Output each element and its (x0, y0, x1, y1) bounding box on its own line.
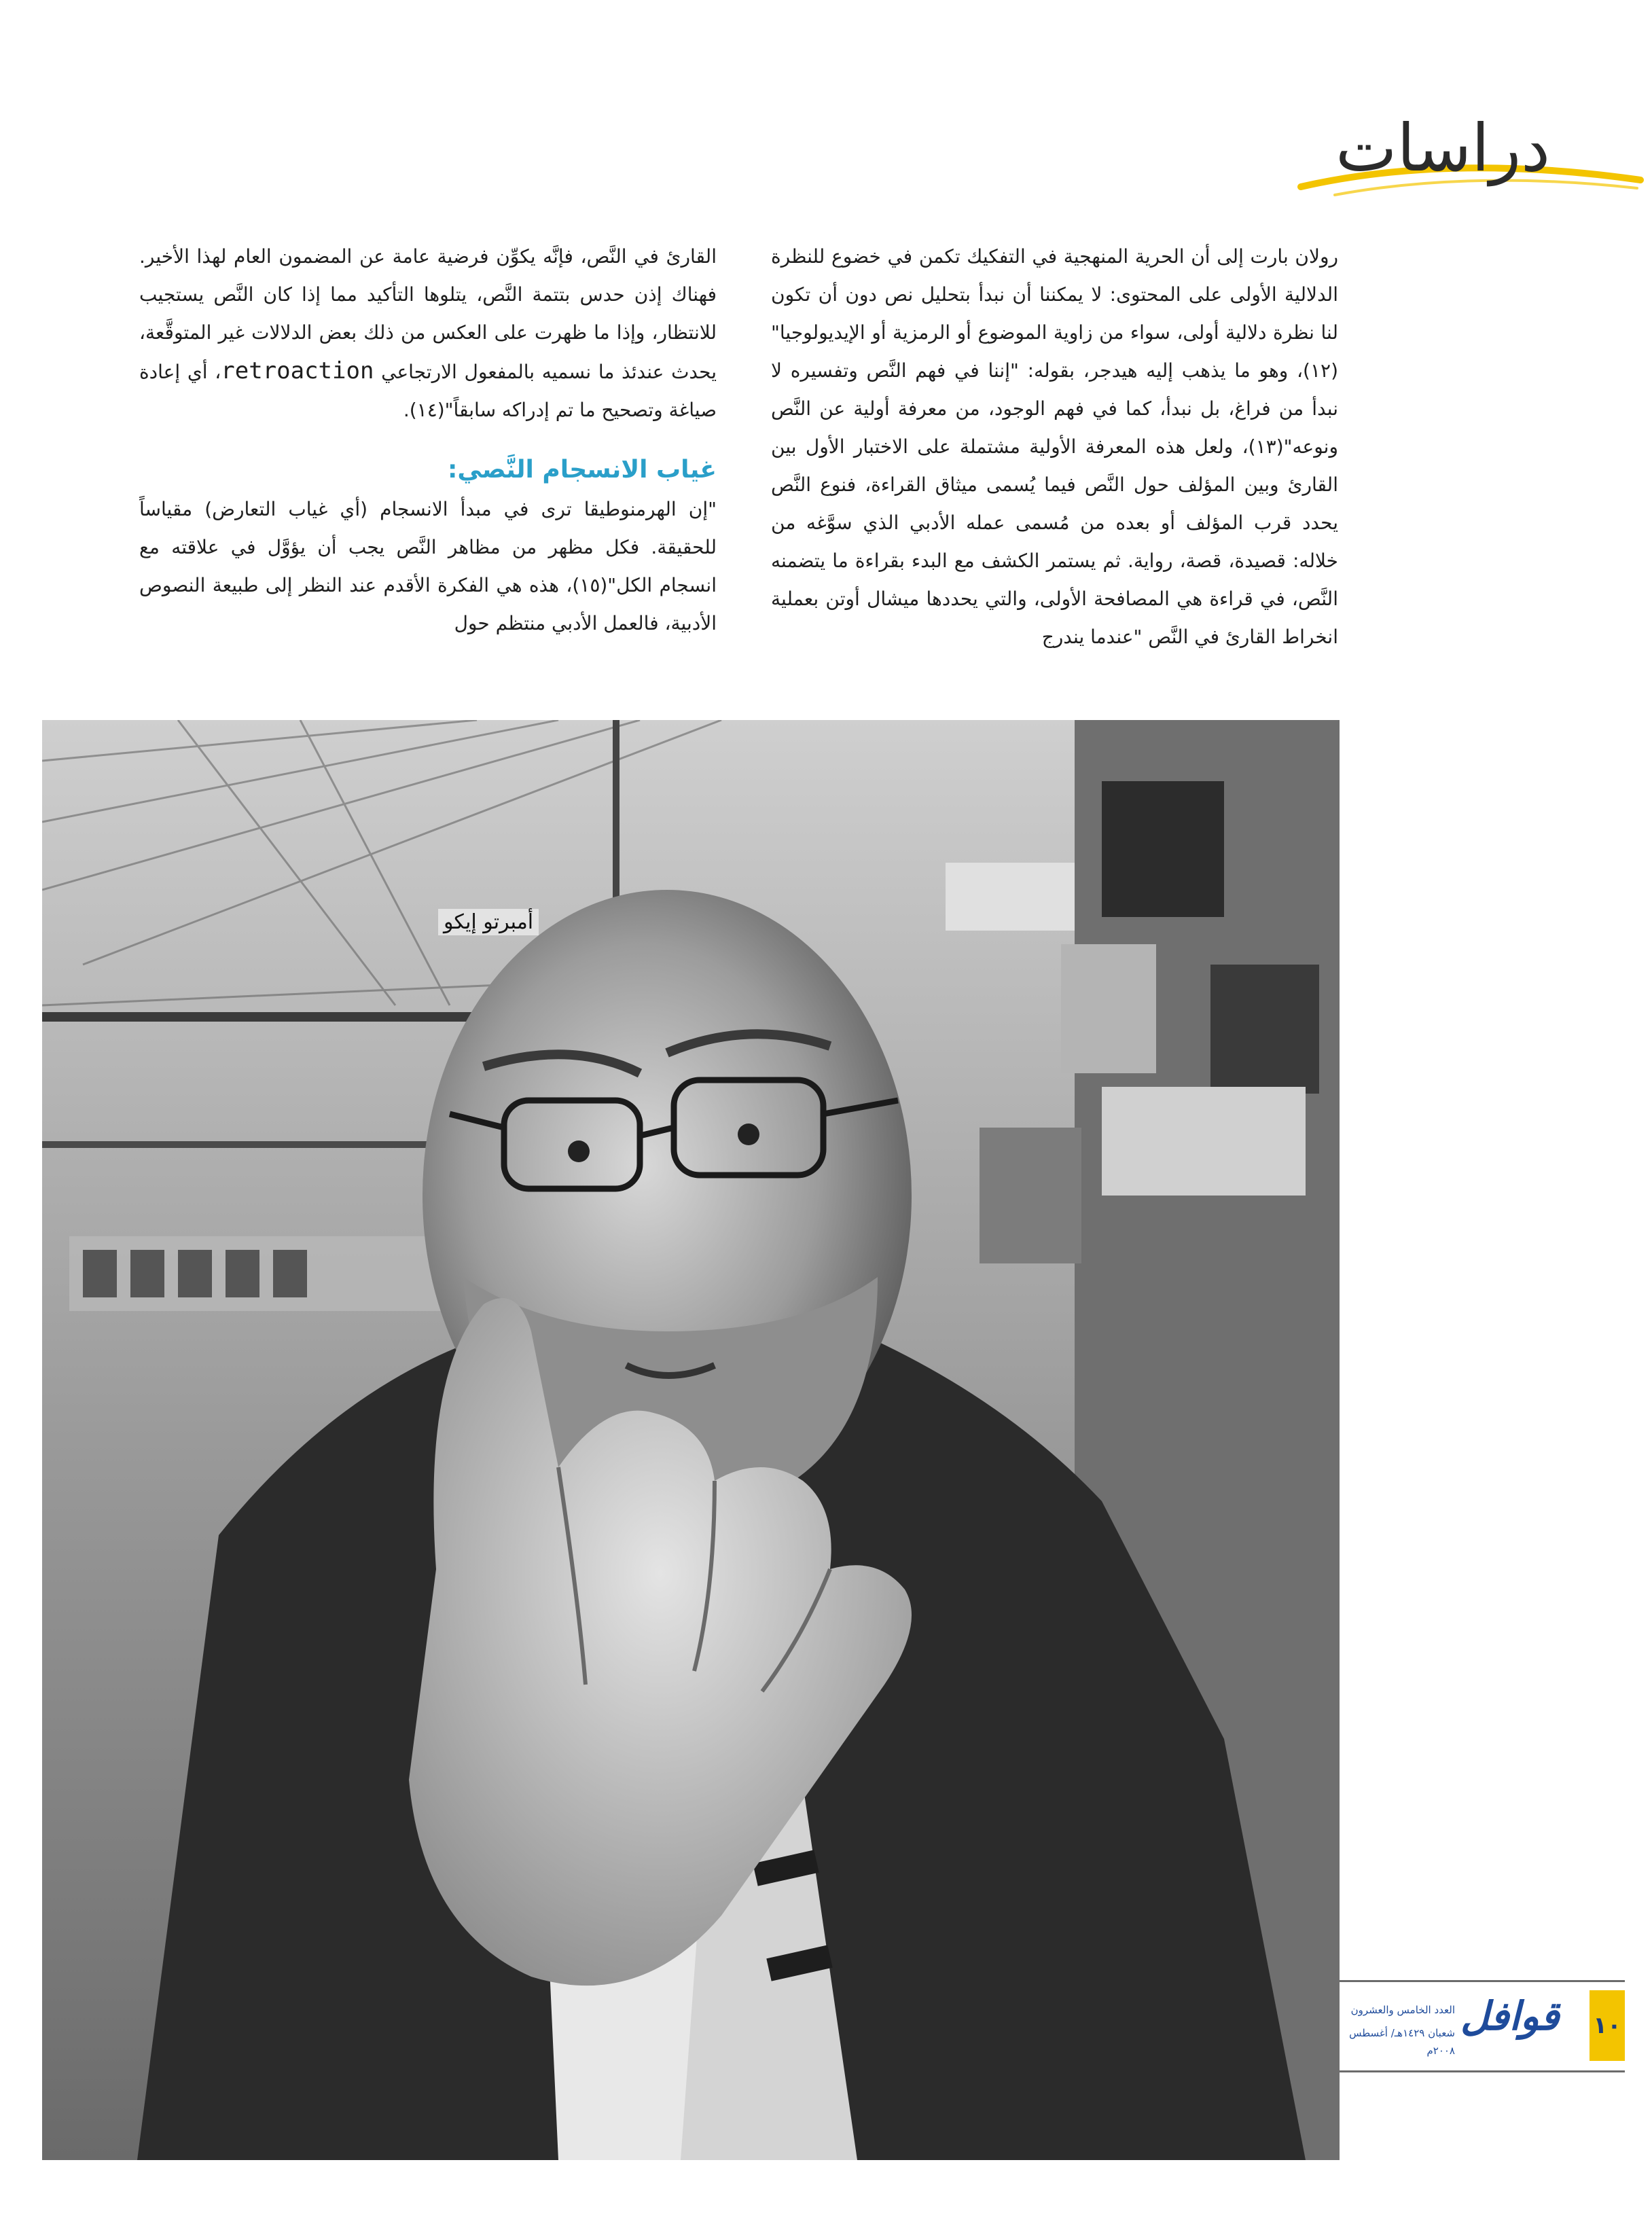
folio (1340, 1980, 1625, 2072)
photo-caption: أمبرتو إيكو (438, 909, 539, 935)
latin-term: retroaction (221, 357, 374, 384)
article-column-right (771, 238, 1338, 656)
article-paragraph: "إن الهرمنوطيقا ترى في مبدأ الانسجام (أي غياب التعارض) مقياساً للحقيقة. فكل مظهر من مظاهر النَّص يجب أن يؤوَّل في علاقته مع انسجام الكل"(١٥)، هذه هي الفكرة الأقدم عند النظر إلى طبيعة النصوص الأدبية، فالعمل الأدبي منتظم حول (139, 498, 717, 634)
issue-number: العدد الخامس والعشرون (1350, 2004, 1455, 2016)
paragraph-text: القارئ في النَّص، فإنَّه يكوِّن فرضية عامة عن المضمون العام لهذا الأخير. فهناك إذن حدس بتتمة النَّص، يتلوها التأكيد مما إذا كان النَّص يستجيب للانتظار، وإذا ما ظهرت على العكس من ذلك بعض الدلالات غير المتوقَّعة، يحدث عندئذ ما نسميه بالمفعول الارتجاعي (139, 245, 717, 383)
portrait-photo (42, 720, 1340, 2160)
article-subheading: غياب الانسجام النَّصي: (447, 456, 717, 484)
paragraph-text: ، أي إعادة صياغة وتصحيح ما تم إدراكه سابقاً"(١٤). (139, 361, 717, 421)
article-paragraph (139, 238, 717, 429)
magazine-logo: قوافل (1460, 1993, 1560, 2039)
article-column-left (139, 238, 717, 643)
page-number: ١٠ (1590, 1990, 1625, 2061)
portrait-image (42, 720, 1340, 2160)
section-title: دراسات (1335, 110, 1550, 186)
issue-date: شعبان ١٤٢٩هـ/ أغسطس ٢٠٠٨م (1349, 2027, 1455, 2057)
article-paragraph: رولان بارت إلى أن الحرية المنهجية في التفكيك تكمن في خضوع للنظرة الدلالية الأولى على المحتوى: لا يمكننا أن نبدأ بتحليل نص دون أن تكون لنا نظرة دلالية أولى، سواء من زاوية الموضوع أو الرمزية أو الإيديولوجيا"(١٢)، وهو ما يذهب إليه هيدجر، بقوله: "إننا في فهم النَّص وتفسيره لا نبدأ من فراغ، بل نبدأ، كما في فهم الوجود، من معرفة أولية عن النَّص ونوعه"(١٣)، ولعل هذه المعرفة الأولية مشتملة على الاختبار الأول بين القارئ وبين المؤلف حول النَّص فيما يُسمى ميثاق القراءة، فنوع النَّص يحدد قرب المؤلف أو بعده من مُسمى عمله الأدبي الذي سوَّغه من خلاله: قصيدة، قصة، رواية. ثم يستمر الكشف مع البدء بقراءة ما يتضمنه النَّص، في قراءة هي المصافحة الأولى، والتي يحددها ميشال أوتن بعملية انخراط القارئ في النَّص "عندما يندرج (771, 245, 1338, 648)
